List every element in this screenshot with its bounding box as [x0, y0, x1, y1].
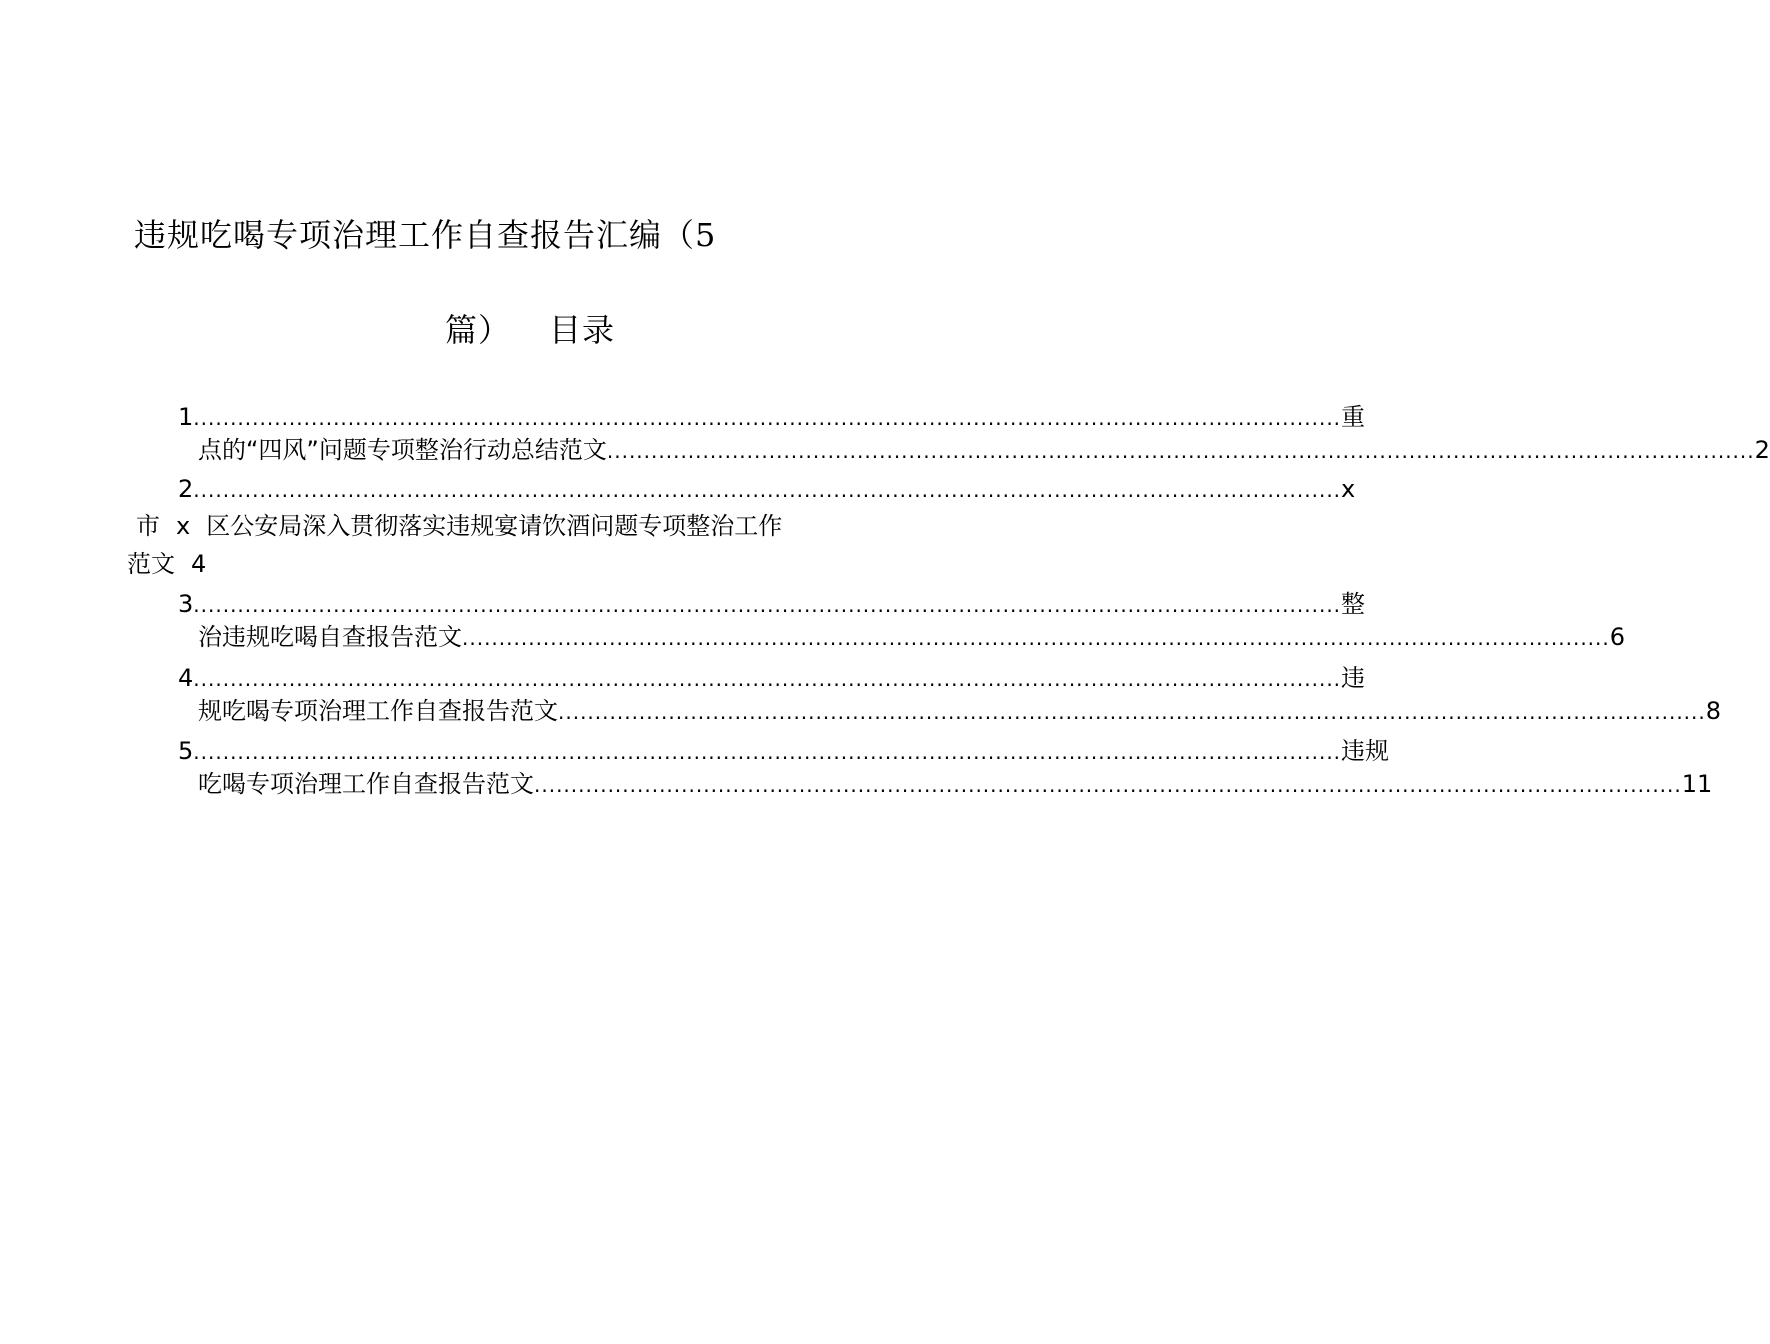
toc-item-2-line-3[interactable] — [127, 547, 206, 581]
toc-item-title: 治违规吃喝自查报告范文 — [198, 623, 462, 651]
toc-item-page: 8 — [1705, 697, 1722, 725]
toc-leader-dots: ............................................................................................................................................................ — [193, 740, 1342, 764]
toc-item-number: 1 — [178, 403, 194, 431]
toc-item-number: 5 — [178, 737, 194, 765]
toc-item-page: 2 — [1754, 436, 1770, 464]
title-line-2 — [445, 310, 615, 350]
toc-item-page: 6 — [1609, 623, 1626, 651]
toc-leader-dots: ............................................................................................................................................................ — [193, 667, 1342, 691]
toc-item-title-part: 市 — [136, 512, 160, 540]
toc-item-title-part: 区公安局深入贯彻落实违规宴请饮酒问题专项整治工作 — [206, 512, 783, 540]
toc-item-title-part: x — [176, 512, 191, 540]
toc-item-title-start: 违规 — [1341, 737, 1390, 765]
toc-item-title-start: x — [1341, 475, 1356, 503]
toc-item-2-line-2[interactable] — [136, 509, 782, 543]
toc-item-page: 11 — [1681, 770, 1713, 798]
toc-item-title-start: 违 — [1341, 664, 1366, 692]
toc-item-title-start: 重 — [1341, 403, 1366, 431]
toc-item-3-line-1[interactable] — [178, 587, 1366, 621]
toc-item-title: 规吃喝专项治理工作自查报告范文 — [198, 697, 558, 725]
toc-item-title: 点的“四风”问题专项整治行动总结范文 — [198, 436, 607, 464]
toc-leader-dots: ............................................................................................................................................................ — [558, 700, 1706, 724]
title-part-count: 篇） — [445, 311, 512, 349]
toc-leader-dots: ............................................................................................................................................................ — [534, 773, 1682, 797]
toc-item-4-line-1[interactable] — [178, 661, 1366, 695]
toc-item-1-line-1[interactable] — [178, 400, 1366, 434]
title-line-1: 违规吃喝专项治理工作自查报告汇编（5 — [134, 216, 717, 254]
toc-item-title: 吃喝专项治理工作自查报告范文 — [198, 770, 534, 798]
toc-leader-dots: ............................................................................................................................................................ — [193, 593, 1342, 617]
toc-item-title-end: 范文 — [127, 550, 175, 578]
toc-item-3-line-2[interactable] — [198, 620, 1626, 654]
toc-heading: 目录 — [549, 311, 616, 349]
toc-leader-dots: ............................................................................................................................................................ — [606, 439, 1755, 463]
toc-item-1-line-2[interactable] — [198, 433, 1770, 467]
toc-item-5-line-2[interactable] — [198, 767, 1713, 801]
toc-leader-dots: ............................................................................................................................................................ — [193, 478, 1342, 502]
toc-item-4-line-2[interactable] — [198, 694, 1722, 728]
toc-item-2-line-1[interactable] — [178, 472, 1356, 506]
toc-item-number: 2 — [178, 475, 194, 503]
toc-item-5-line-1[interactable] — [178, 734, 1390, 768]
toc-item-number: 4 — [178, 664, 194, 692]
toc-leader-dots: ............................................................................................................................................................ — [193, 406, 1342, 430]
toc-leader-dots: ............................................................................................................................................................ — [462, 626, 1610, 650]
toc-item-number: 3 — [178, 590, 194, 618]
toc-item-title-start: 整 — [1341, 590, 1366, 618]
toc-item-page: 4 — [191, 550, 207, 578]
